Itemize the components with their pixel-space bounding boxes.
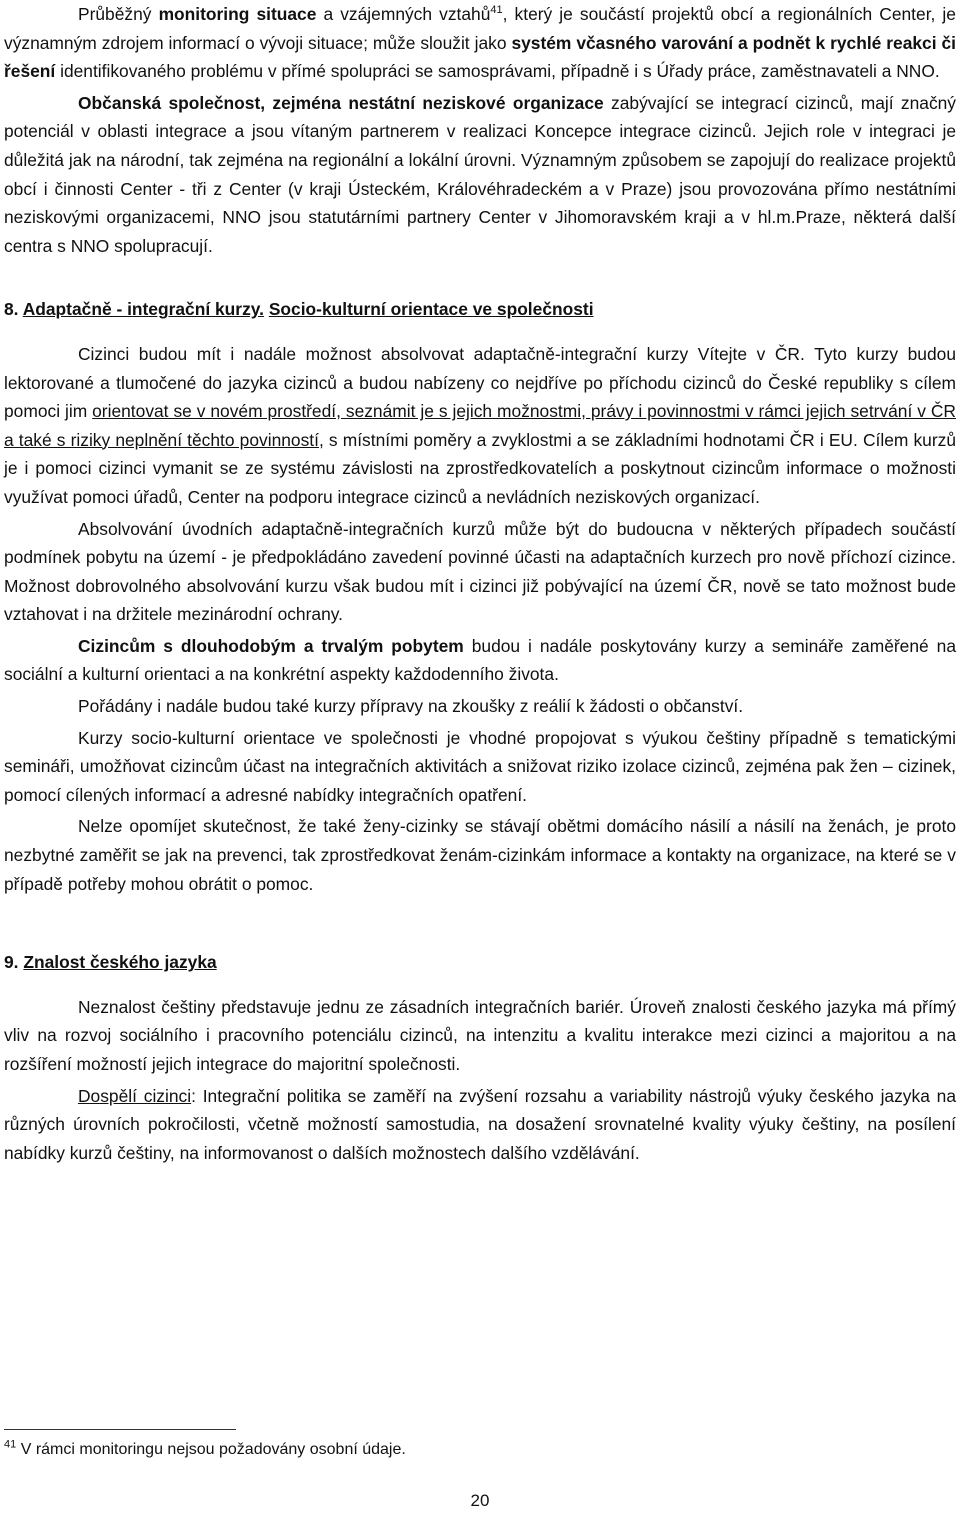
heading-9-title: Znalost českého jazyka (23, 952, 217, 973)
paragraph-adult-foreigners: Dospělí cizinci: Integrační politika se zaměří na zvýšení rozsahu a variability nástrojů výuky českého jazyka na různých úrovních pokročilosti, včetně možností samostudia, na dosažení srovnatelné kvality výuky češtiny, na posílení nabídky kurzů češtiny, na informovanost o dalších možnostech dalšího vzdělávání. (4, 1085, 956, 1163)
paragraph-long-term-residents: Cizincům s dlouhodobým a trvalým pobytem budou i nadále poskytovány kurzy a semináře zaměřené na sociální a kulturní orientaci a na konkrétní aspekty každodenního života. (4, 635, 956, 685)
section-heading-9: 9. Znalost českého jazyka (4, 952, 217, 973)
heading-8-part1: Adaptačně - integrační kurzy. (22, 299, 264, 320)
bold-civil-society: Občanská společnost, zejména nestátní neziskové organizace (78, 92, 604, 113)
bold-early-warning: systém včasného varování a podnět k rychlé reakci či řešení (4, 32, 957, 82)
paragraph-monitoring: Průběžný monitoring situace a vzájemných vztahů$^{41}$, který je součástí projektů obcí a regionálních Center, je významným zdrojem informací o vývoji situace; může sloužit jako systém včasného varování a podnět k rychlé reakci či řešení identifikovaného problému v přímé spolupráci se samosprávami, případně i s Úřady práce, zaměstnavateli a NNO. (4, 4, 957, 82)
footnote-number: 41 (4, 1438, 17, 1451)
document-page (4, 0, 956, 1513)
footnote-divider (4, 1429, 236, 1430)
section-heading-8: 8. Adaptačně - integrační kurzy. Socio-kulturní orientace ve společnosti (4, 299, 594, 320)
paragraph-socio-cultural: Kurzy socio-kulturní orientace ve společnosti je vhodné propojovat s výukou češtiny případně s tematickými semináři, umožňovat cizincům účast na integračních aktivitách a snižovat riziko izolace cizinců, zejména pak žen – cizinek, pomocí cílených informací a adresné nabídky integračních opatření. (4, 727, 956, 805)
page-number: 20 (470, 1491, 490, 1510)
paragraph-civil-society: Občanská společnost, zejména nestátní neziskové organizace zabývající se integrací cizinců, mají značný potenciál v oblasti integrace a jsou vítaným partnerem v realizaci Koncepce integrace cizinců. Jejich role v integraci je důležitá jak na národní, tak zejména na regionální a lokální úrovni. Významným způsobem se zapojují do realizace projektů obcí i činnosti Center - tři z Center (v kraji Ústeckém, Královéhradeckém a v Praze) jsou provozována přímo nestátními neziskovými organizacemi, NNO jsou statutárními partnery Center v Jihomoravském kraji a v hl.m.Praze, některá další centra s NNO spolupracují. (4, 92, 957, 256)
bold-monitoring-situace: monitoring situace (158, 4, 317, 24)
paragraph-language-barrier: Neznalost češtiny představuje jednu ze zásadních integračních bariér. Úroveň znalosti českého jazyka má přímý vliv na rozvoj sociálního i pracovního potenciálu cizinců, na intenzitu a kvalitu interakce mezi cizinci a majoritou a na rozšíření možností jejich integrace do majoritní společnosti. (4, 996, 956, 1074)
footnote-text: V rámci monitoringu nejsou požadovány osobní údaje. (16, 1441, 406, 1458)
underlined-orientation: orientovat se v novém prostředí, seznámit je s jejich možnostmi, právy i povinnostmi v rámci jejich setrvání v ČR a také s riziky neplnění těchto povinností (4, 401, 956, 450)
footnote-reference[interactable]: 41 (490, 4, 503, 17)
paragraph-welcome-courses: Cizinci budou mít i nadále možnost absolvovat adaptačně-integrační kurzy Vítejte v ČR. Tyto kurzy budou lektorované a tlumočené do jazyka cizinců a budou nabízeny co nejdříve po příchodu cizinců do České republiky s cílem pomoci jim orientovat se v novém prostředí, seznámit je s jejich možnostmi, právy i povinnostmi v rámci jejich setrvání v ČR a také s riziky neplnění těchto povinností, s místními poměry a zvyklostmi a se základními hodnotami ČR i EU. Cílem kurzů je i pomoci cizinci vymanit se ze systému závislosti na zprostředkovatelích a poskytnout cizincům informace o možnosti využívat pomoci úřadů, Center na podporu integrace cizinců a nevládních neziskových organizací. (4, 343, 956, 507)
footnote (4, 1440, 406, 1460)
paragraph-domestic-violence: Nelze opomíjet skutečnost, že také ženy-cizinky se stávají obětmi domácího násilí a násilí na ženách, je proto nezbytné zaměřit se jak na prevenci, tak zprostředkovat ženám-cizinkám informace a kontakty na organizace, na které se v případě potřeby mohou obrátit o pomoc. (4, 816, 956, 894)
paragraph-introductory-courses: Absolvování úvodních adaptačně-integračních kurzů může být do budoucna v některých případech součástí podmínek pobytu na území - je předpokládáno zavedení povinné účasti na adaptačních kurzech pro nově příchozí cizince. Možnost dobrovolného absolvování kurzu však budou mít i cizinci již pobývající na území ČR, nově se tato možnost bude vztahovat i na držitele mezinárodní ochrany. (4, 518, 956, 625)
underlined-adult-foreigners: Dospělí cizinci (78, 1085, 192, 1106)
bold-long-term-residents: Cizincům s dlouhodobým a trvalým pobytem (78, 635, 464, 656)
heading-8-part2: Socio-kulturní orientace ve společnosti (268, 299, 594, 320)
paragraph-citizenship-exam: Pořádány i nadále budou také kurzy přípravy na zkoušky z reálií k žádosti o občanství. (78, 696, 744, 717)
